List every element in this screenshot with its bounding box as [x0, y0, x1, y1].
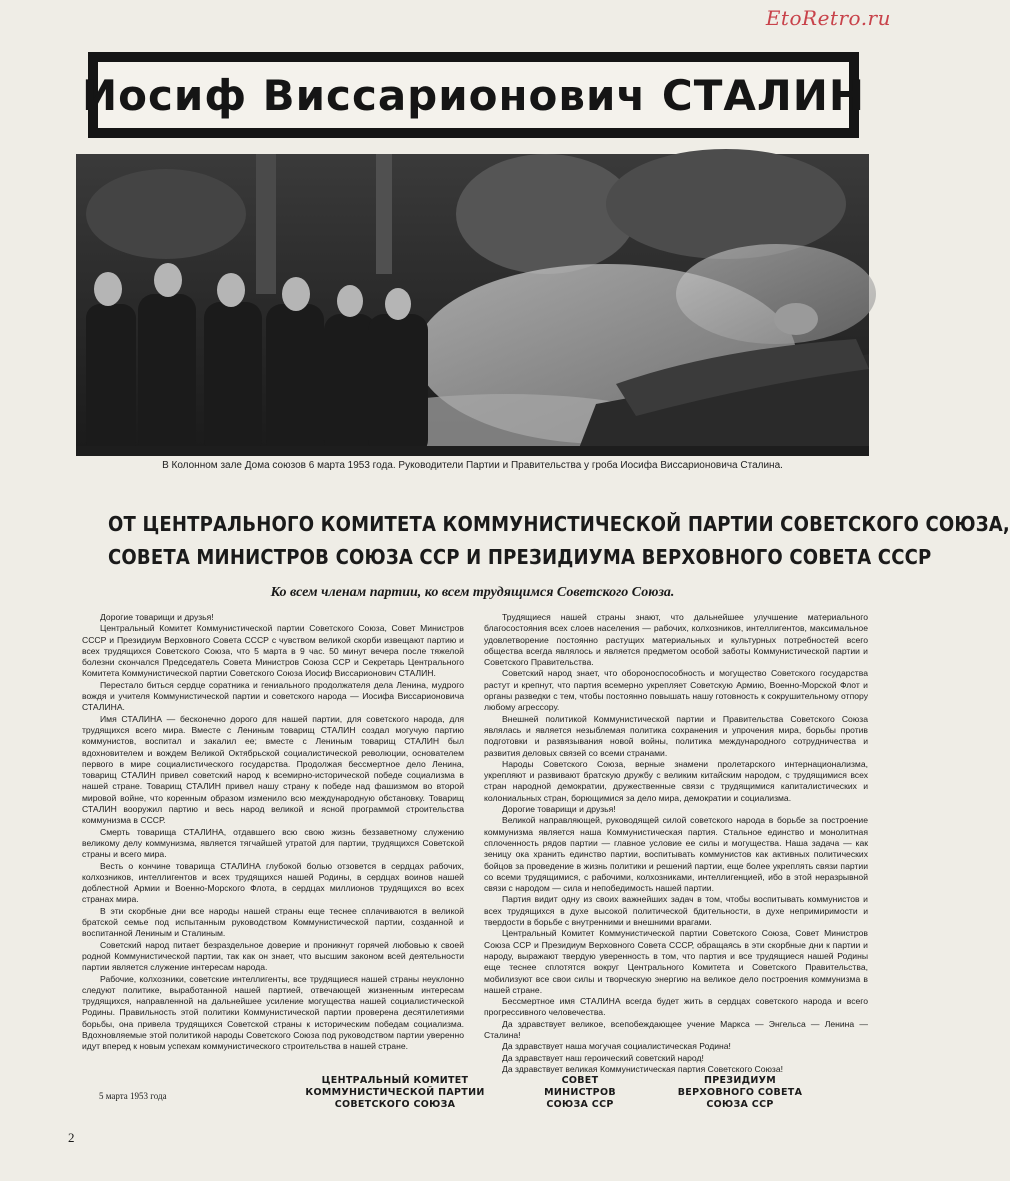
- paragraph: Смерть товарища СТАЛИНА, отдавшего всю свою жизнь беззаветному служению великому делу коммунизма, является тягчайшей утратой для партии, трудящихся Советской страны и всего мира.: [82, 826, 464, 860]
- paragraph: Перестало биться сердце соратника и гениального продолжателя дела Ленина, мудрого вождя и учителя Коммунистической партии и советского народа — Иосифа Виссарионовича СТАЛИНА.: [82, 679, 464, 713]
- paragraph: Да здравствует наш героический советский народ!: [502, 1052, 704, 1063]
- page-number: 2: [68, 1130, 75, 1145]
- signature-line: СОЮЗА ССР: [706, 1099, 774, 1110]
- signature-line: КОММУНИСТИЧЕСКОЙ ПАРТИИ: [305, 1087, 485, 1098]
- paragraph: Весть о кончине товарища СТАЛИНА глубокой болью отзовется в сердцах рабочих, колхозников, интеллигентов и всех трудящихся нашей Родины, в сердцах воинов нашей доблестной Армии и Военно-Морского Флота, в сердцах миллионов трудящихся во всех странах мира.: [82, 860, 464, 905]
- subtitle: Ко всем членам партии, ко всем трудящимся Советского Союза.: [270, 585, 675, 600]
- page-title: Иосиф Виссарионович СТАЛИН: [98, 62, 849, 128]
- paragraph: Бессмертное имя СТАЛИНА всегда будет жить в сердцах советского народа и всего прогрессивного человечества.: [484, 996, 868, 1018]
- paragraph: Центральный Комитет Коммунистической партии Советского Союза, Совет Министров Союза ССР и Президиум Верховного Совета СССР, обращаясь в эти скорбные дни к партии и народу, выражают твердую уверенность в том, что партия и все трудящиеся нашей Родины еще теснее сплотятся вокруг Центрального Комитета и Советского Правительства, мобилизуют все свои силы и творческую энергию на великое дело построения коммунизма в нашей стране.: [484, 928, 868, 995]
- signature-line: ЦЕНТРАЛЬНЫЙ КОМИТЕТ: [321, 1075, 469, 1086]
- paragraph: Партия видит одну из своих важнейших задач в том, чтобы воспитывать коммунистов и всех трудящихся в духе высокой политической бдительности, в духе непримиримости и твердости в борьбе с внутренними и внешними врагами.: [484, 894, 868, 928]
- headline-line-1: ОТ ЦЕНТРАЛЬНОГО КОМИТЕТА КОММУНИСТИЧЕСКОЙ ПАРТИИ СОВЕТСКОГО СОЮЗА,: [108, 512, 1010, 536]
- title-banner: [81, 52, 866, 138]
- paragraph: В эти скорбные дни все народы нашей страны еще теснее сплачиваются в великой братской семье под испытанным руководством Коммунистической партии, созданной и воспитанной Лениным и Сталиным.: [82, 905, 464, 939]
- paragraph: Да здравствует великая Коммунистическая партия Советского Союза!: [502, 1063, 784, 1074]
- paragraph: Народы Советского Союза, верные знамени пролетарского интернационализма, укрепляют и развивают братскую дружбу с великим китайским народом, с трудящимися всех стран народной демократии, дружественные связи с трудящимися капиталистических и колониальных стран, борющимися за дело мира, демократии и социализма.: [484, 758, 868, 803]
- signature-central-committee: [300, 1075, 490, 1111]
- headline-line-2: СОВЕТА МИНИСТРОВ СОЮЗА ССР И ПРЕЗИДИУМА ВЕРХОВНОГО СОВЕТА СССР: [108, 545, 932, 569]
- signature-line: ВЕРХОВНОГО СОВЕТА: [677, 1087, 803, 1098]
- date: 5 марта 1953 года: [99, 1091, 167, 1101]
- paragraph: Да здравствует наша могучая социалистическая Родина!: [502, 1041, 731, 1052]
- right-column: [484, 612, 868, 1075]
- paragraph: Да здравствует великое, всепобеждающее учение Маркса — Энгельса — Ленина — Сталина!: [484, 1018, 868, 1040]
- paragraph: Советский народ знает, что обороноспособность и могущество Советского государства растут и крепнут, что партия всемерно укрепляет Советскую Армию, Военно-Морской Флот и органы разведки с тем, чтобы постоянно повышать нашу готовность к сокрушительному отпору любому агрессору.: [484, 668, 868, 713]
- paragraph: Дорогие товарищи и друзья!: [502, 804, 616, 815]
- signature-council-of-ministers: [520, 1075, 640, 1111]
- paragraph: Трудящиеся нашей страны знают, что дальнейшее улучшение материального благосостояния всех слоев населения — рабочих, колхозников, интеллигентов, максимальное удовлетворение постоянно растущих материальных и культурных потребностей всего общества всегда являлось и является предметом особой заботы Коммунистической партии и Советского Правительства.: [484, 612, 868, 668]
- signature-line: ПРЕЗИДИУМ: [704, 1075, 776, 1086]
- paragraph: Центральный Комитет Коммунистической партии Советского Союза, Совет Министров СССР и Президиум Верховного Совета СССР с чувством великой скорби извещают партию и всех трудящихся Советского Союза, что 5 марта в 9 час. 50 минут вечера после тяжелой болезни скончался Председатель Совета Министров Союза ССР и Секретарь Центрального Комитета Коммунистической партии Советского Союза Иосиф Виссарионович СТАЛИН.: [82, 623, 464, 679]
- paragraph: Рабочие, колхозники, советские интеллигенты, все трудящиеся нашей страны неуклонно следуют политике, выработанной нашей партией, отвечающей жизненным интересам трудящихся, направленной на дальнейшее усиление могущества нашей социалистической Родины. Правильность этой политики Коммунистической партии проверена десятилетиями борьбы, она привела трудящихся Советской страны к историческим победам социализма. Вдохновляемые этой политикой народы Советского Союза под руководством партии уверенно идут вперед к новым успехам коммунистического строительства в нашей стране.: [82, 973, 464, 1052]
- watermark-logo: EtoRetro.ru: [765, 6, 891, 30]
- signature-line: СОВЕТ: [561, 1075, 599, 1086]
- signature-line: СОЮЗА ССР: [546, 1099, 614, 1110]
- memorial-photo: [76, 154, 869, 456]
- paragraph: Великой направляющей, руководящей силой советского народа в борьбе за построение коммунизма является наша Коммунистическая партия. Стальное единство и монолитная сплоченность рядов партии — главное условие ее силы и могущества. Наша задача — как зеницу ока хранить единство партии, воспитывать коммунистов как активных политических бойцов за проведение в жизнь политики и решений партии, еще более укреплять связи партии со всеми трудящимися, с рабочими, колхозниками, интеллигенцией, ибо в этой неразрывной связи с народом — сила и непобедимость нашей партии.: [484, 815, 868, 894]
- signature-presidium: [665, 1075, 815, 1111]
- paragraph: Внешней политикой Коммунистической партии и Правительства Советского Союза являлась и является незыблемая политика сохранения и упрочения мира, борьбы против подготовки и развязывания новой войны, политика международного сотрудничества и развития деловых связей со всеми странами.: [484, 713, 868, 758]
- signature-line: СОВЕТСКОГО СОЮЗА: [334, 1099, 456, 1110]
- signature-line: МИНИСТРОВ: [544, 1087, 616, 1098]
- paragraph: Дорогие товарищи и друзья!: [100, 612, 214, 622]
- headline: [108, 508, 1010, 574]
- paragraph: Имя СТАЛИНА — бесконечно дорого для нашей партии, для советского народа, для трудящихся всего мира. Вместе с Лениным товарищ СТАЛИН создал могучую партию коммунистов, воспитал и закалил ее; вместе с Лениным товарищ СТАЛИН был вдохновителем и вождем Великой Октябрьской социалистической революции, основателем первого в мире социалистического государства. Продолжая бессмертное дело Ленина, товарищ СТАЛИН привел советский народ к всемирно-исторической победе социализма в нашей стране. Товарищ СТАЛИН привел нашу страну к победе над фашизмом во второй мировой войне, что коренным образом изменило всю международную обстановку. Товарищ СТАЛИН вооружил партию и весь народ великой и ясной программой строительства коммунизма в СССР.: [82, 713, 464, 826]
- photo-caption: В Колонном зале Дома союзов 6 марта 1953 года. Руководители Партии и Правительства у гроба Иосифа Виссарионовича Сталина.: [162, 460, 783, 471]
- paragraph: Советский народ питает безраздельное доверие и проникнут горячей любовью к своей родной Коммунистической партии, так как он знает, что высшим законом всей деятельности партии является служение интересам народа.: [82, 939, 464, 973]
- left-column: [82, 612, 464, 1053]
